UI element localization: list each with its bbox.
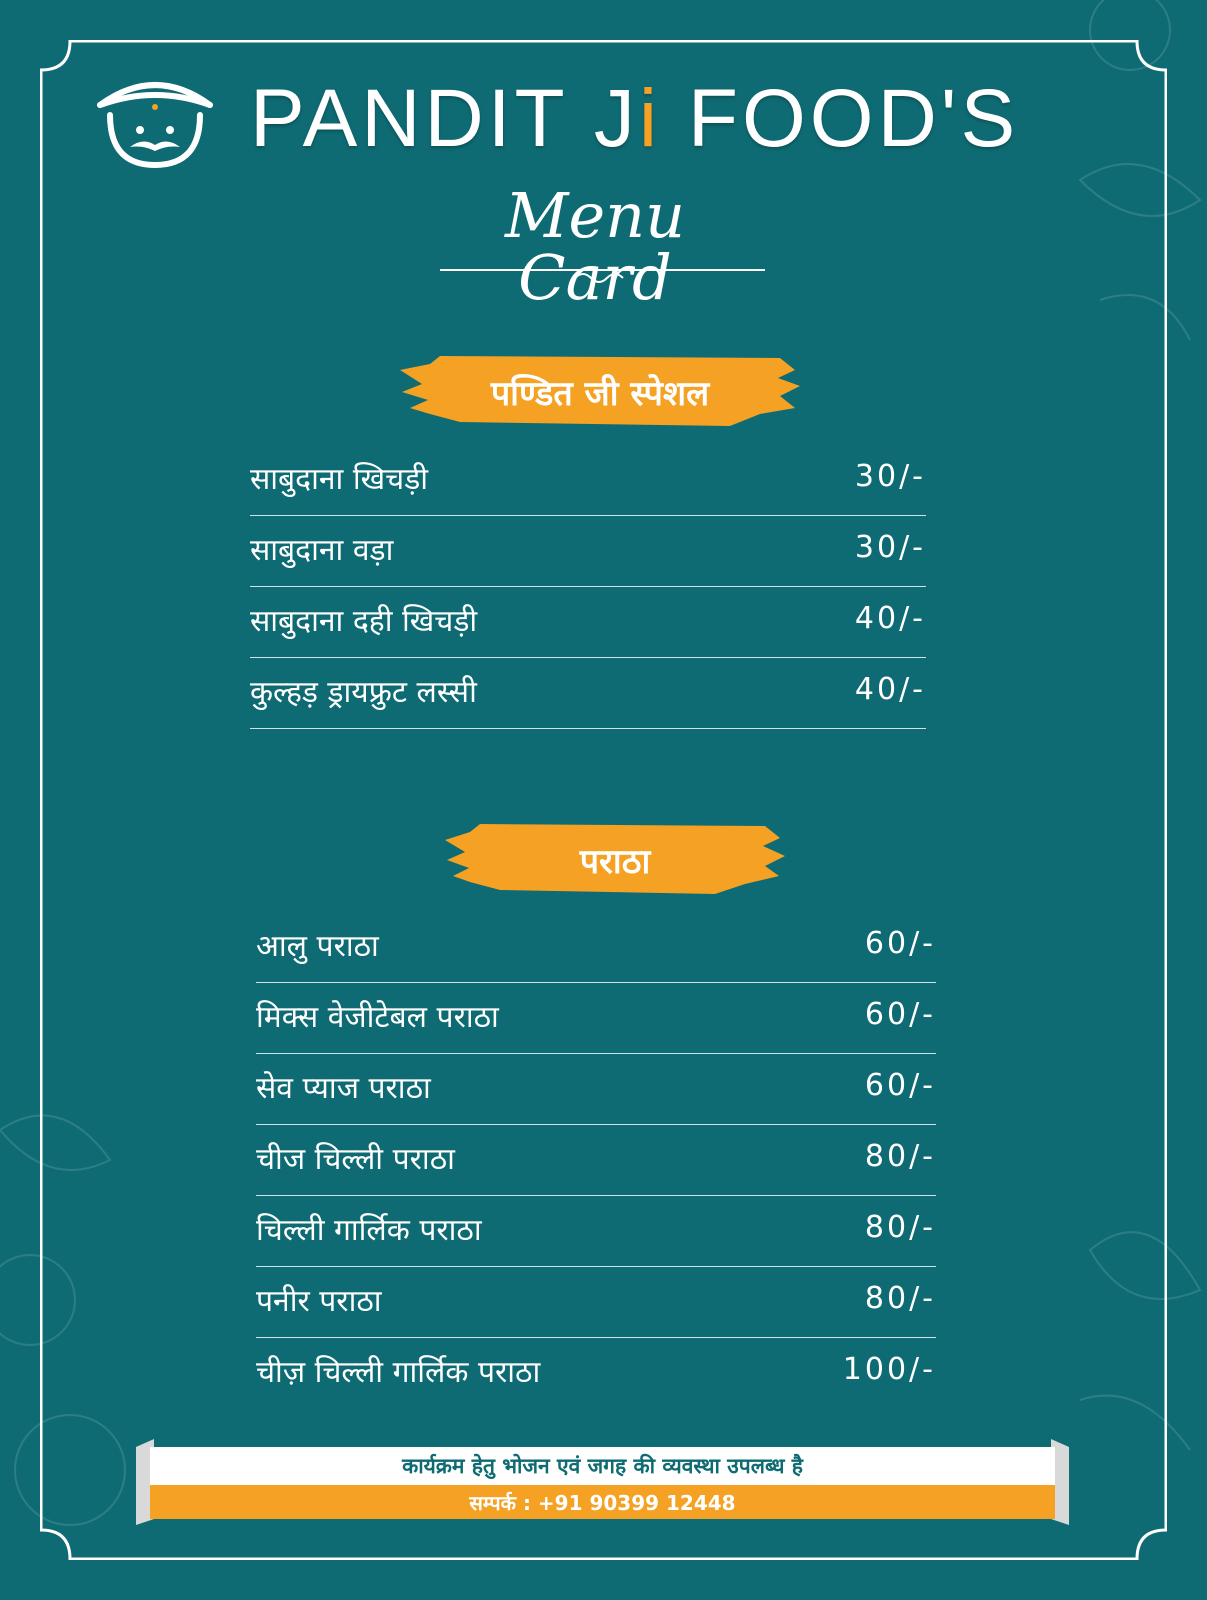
menu-list-special [250,445,926,729]
item-price: 80/- [864,1210,936,1245]
footer-banner [150,1447,1055,1527]
item-price: 30/- [854,459,926,494]
item-name: सेव प्याज पराठा [256,1071,431,1106]
section-header-paratha [445,820,785,900]
item-price: 40/- [854,601,926,636]
item-name: चीज चिल्ली पराठा [256,1142,455,1177]
item-name: साबुदाना दही खिचड़ी [250,604,478,639]
item-name: आलु पराठा [256,929,379,964]
item-price: 30/- [854,530,926,565]
item-price: 40/- [854,672,926,707]
menu-list-paratha [256,912,936,1409]
section-title: पराठा [579,842,651,882]
menu-item [256,1267,936,1338]
brand-accent-letter: i [638,73,662,164]
item-price: 60/- [864,926,936,961]
scroll-ornament-icon [440,266,765,286]
item-name: चीज़ चिल्ली गार्लिक पराठा [256,1355,541,1390]
menu-card-subtitle: Menu Card [504,179,686,314]
menu-item [256,983,936,1054]
item-price: 60/- [864,1068,936,1103]
item-name: चिल्ली गार्लिक पराठा [256,1213,482,1248]
item-name: साबुदाना खिचड़ी [250,462,429,497]
item-price: 100/- [842,1352,936,1387]
menu-item [256,1338,936,1409]
item-price: 80/- [864,1139,936,1174]
menu-item [250,445,926,516]
item-name: मिक्स वेजीटेबल पराठा [256,1000,499,1035]
section-header-special [400,352,800,432]
item-price: 80/- [864,1281,936,1316]
menu-item [250,516,926,587]
footer-notice: कार्यक्रम हेतु भोजन एवं जगह की व्यवस्था उपलब्ध है [150,1447,1055,1485]
menu-item [256,912,936,983]
item-name: पनीर पराठा [256,1284,382,1319]
menu-item [256,1125,936,1196]
menu-item [250,658,926,729]
footer-contact: सम्पर्क : +91 90399 12448 [150,1485,1055,1519]
menu-item [256,1054,936,1125]
section-title: पण्डित जी स्पेशल [490,374,710,414]
item-name: कुल्हड़ ड्रायफ्रुट लस्सी [250,675,477,710]
menu-item [256,1196,936,1267]
pandit-face-turban-icon [95,75,215,175]
item-price: 60/- [864,997,936,1032]
menu-item [250,587,926,658]
item-name: साबुदाना वड़ा [250,533,394,568]
brand-title: PANDIT Ji FOOD'S [250,73,1020,164]
